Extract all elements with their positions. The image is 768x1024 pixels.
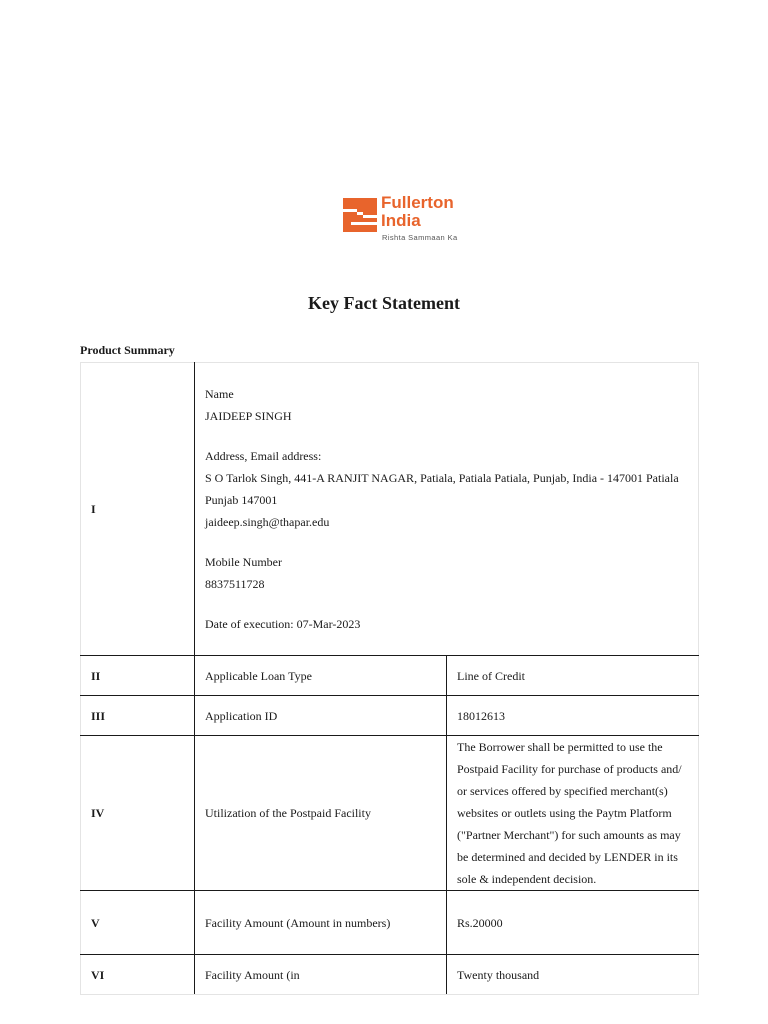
- borrower-name: JAIDEEP SINGH: [205, 409, 292, 423]
- row-value: Twenty thousand: [447, 955, 699, 995]
- row-label: Applicable Loan Type: [195, 656, 447, 696]
- row-number: VI: [81, 955, 195, 995]
- table-row-facility-amount-words: [81, 955, 699, 995]
- row-number: III: [81, 696, 195, 736]
- logo-word-fullerton: Fullerton: [381, 193, 454, 212]
- fullerton-logo-mark-icon: [343, 198, 377, 232]
- row-label: Facility Amount (in: [195, 955, 447, 995]
- mobile-block: [205, 551, 688, 595]
- logo-word-india: India: [381, 211, 421, 230]
- table-row-application-id: [81, 696, 699, 736]
- mobile-label: Mobile Number: [205, 555, 282, 569]
- row-number: V: [81, 891, 195, 955]
- name-block: [205, 383, 688, 427]
- row-value: Rs.20000: [447, 891, 699, 955]
- row-number: II: [81, 656, 195, 696]
- email-address: jaideep.singh@thapar.edu: [205, 515, 330, 529]
- table-row-utilization: [81, 736, 699, 891]
- name-label: Name: [205, 387, 234, 401]
- key-fact-table: [80, 362, 699, 995]
- row-label: Utilization of the Postpaid Facility: [195, 736, 447, 891]
- execution-date: Date of execution: 07-Mar-2023: [205, 617, 361, 631]
- fullerton-india-logo: [343, 193, 473, 246]
- table-row-facility-amount-numbers: [81, 891, 699, 955]
- table-row-loan-type: [81, 656, 699, 696]
- borrower-details-cell: [195, 363, 699, 656]
- row-value: The Borrower shall be permitted to use the Postpaid Facility for purchase of products and/ or services offered by specified merchant(s) websites or outlets using the Paytm Platform ("Partner Merchant") for such amounts as may be determined and decided by LENDER in its sole & independent decision.: [447, 736, 699, 891]
- document-title: Key Fact Statement: [308, 293, 460, 313]
- address-block: [205, 445, 688, 533]
- mobile-number: 8837511728: [205, 577, 265, 591]
- address-line-2: Punjab 147001: [205, 493, 278, 507]
- logo-tagline: Rishta Sammaan Ka: [382, 233, 458, 242]
- address-line-1: S O Tarlok Singh, 441-A RANJIT NAGAR, Patiala, Patiala Patiala, Punjab, India - 147001 Patiala: [205, 471, 679, 485]
- section-heading: Product Summary: [80, 343, 175, 357]
- row-number: I: [81, 363, 195, 656]
- row-label: Application ID: [195, 696, 447, 736]
- row-label: Facility Amount (Amount in numbers): [195, 891, 447, 955]
- address-label: Address, Email address:: [205, 449, 322, 463]
- row-value: Line of Credit: [447, 656, 699, 696]
- row-number: IV: [81, 736, 195, 891]
- row-value: 18012613: [447, 696, 699, 736]
- table-row-borrower: [81, 363, 699, 656]
